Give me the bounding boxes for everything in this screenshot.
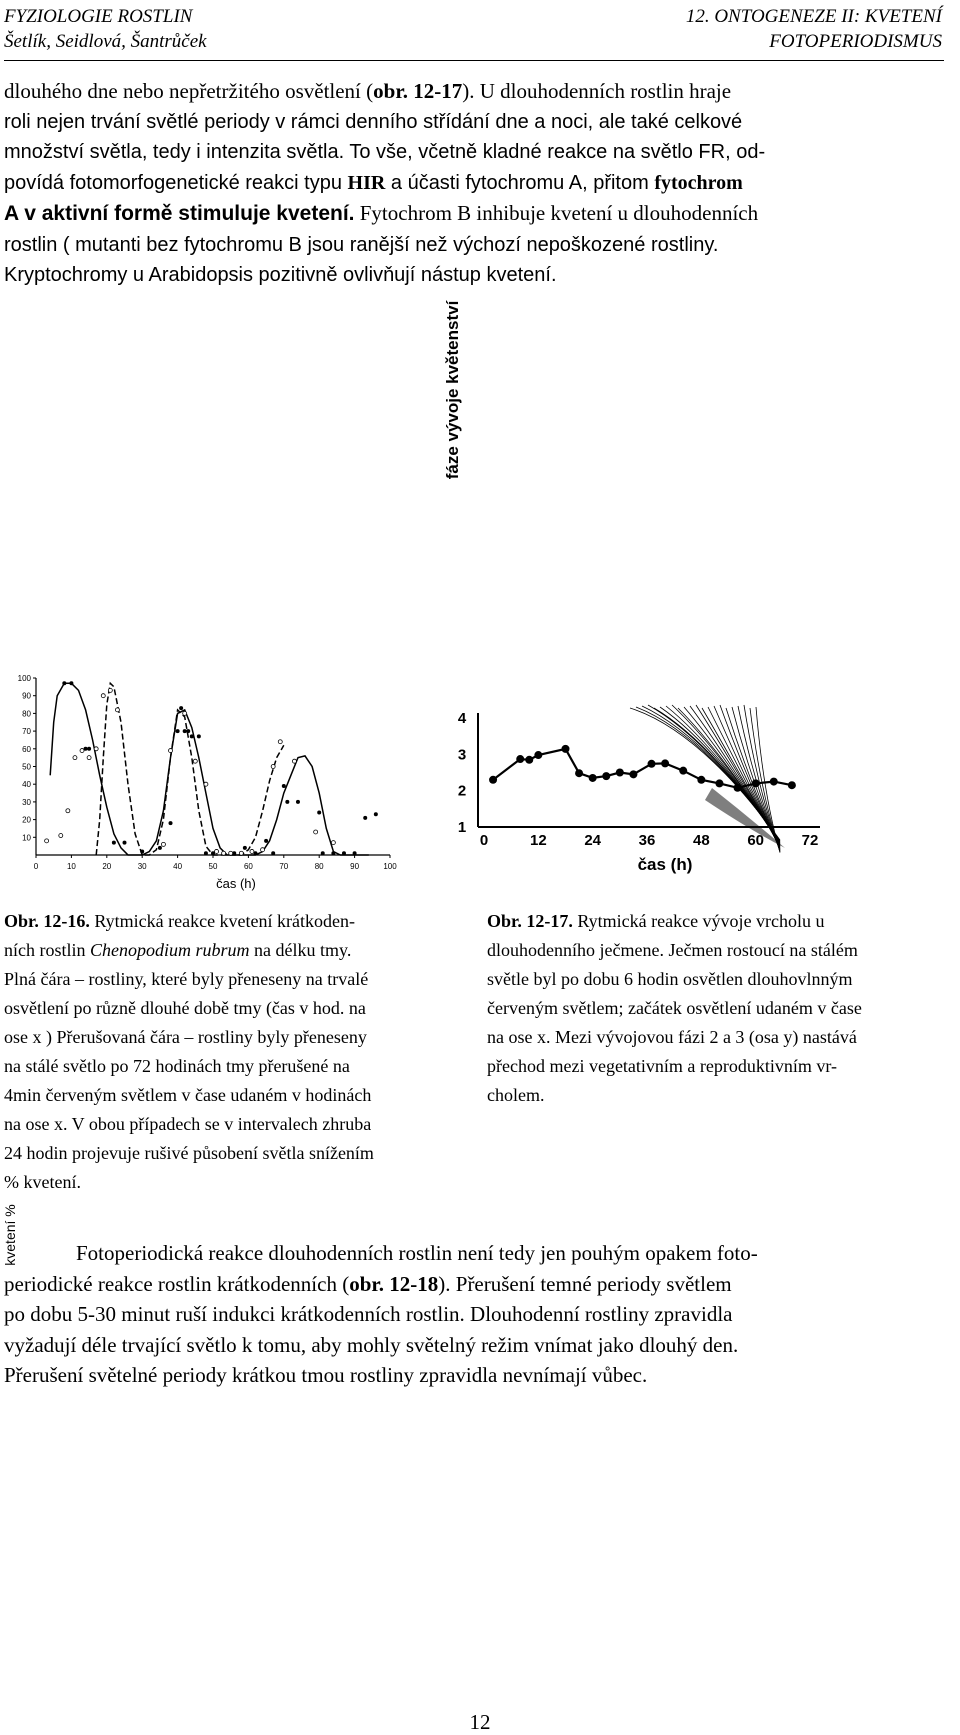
data-point xyxy=(661,759,669,767)
text-line: po dobu 5-30 minut ruší indukci krátkodenních rostlin. Dlouhodenní rostliny zpravidla xyxy=(4,1302,733,1326)
data-point xyxy=(734,784,742,792)
book-title: FYZIOLOGIE ROSTLIN xyxy=(4,6,193,27)
species-name: Chenopodium rubrum xyxy=(90,940,250,960)
filled-data-point xyxy=(169,821,173,825)
page-number: 12 xyxy=(469,1710,491,1734)
y-tick-label: 3 xyxy=(457,746,467,764)
filled-data-point xyxy=(296,800,300,804)
running-header-left xyxy=(4,4,207,54)
text-line: periodické reakce rostlin krátkodenních (obr. 12-18). Přerušení temné periody světlem xyxy=(4,1271,732,1296)
body-paragraph-2 xyxy=(4,1238,940,1391)
x-tick-label: 60 xyxy=(747,832,765,849)
running-header-right xyxy=(686,4,942,54)
open-data-point xyxy=(204,782,208,786)
y-tick-label: 30 xyxy=(22,797,31,807)
text-line: A v aktivní formě stimuluje kvetení. Fytochrom B inhibuje kvetení u dlouhodenních xyxy=(4,201,759,225)
x-tick-label: 50 xyxy=(208,862,218,871)
x-tick-label: 60 xyxy=(243,862,253,871)
awn-line xyxy=(690,706,780,846)
open-data-point xyxy=(66,809,70,813)
awn-line xyxy=(654,708,780,842)
open-data-point xyxy=(271,765,275,769)
y-tick-label: 10 xyxy=(22,833,31,843)
data-point xyxy=(534,751,542,759)
data-point xyxy=(788,781,796,789)
filled-data-point xyxy=(204,851,208,855)
open-data-point xyxy=(115,708,119,712)
filled-data-point xyxy=(176,729,180,733)
data-point xyxy=(697,776,705,784)
open-data-point xyxy=(215,849,219,853)
text-line: dlouhého dne nebo nepřetržitého osvětlení (obr. 12-17). U dlouhodenních rostlin hraje xyxy=(4,79,732,103)
y-tick-label: 2 xyxy=(457,782,467,800)
text-line: Přerušení světelné periody krátkou tmou rostliny zpravidla nevnímají vůbec. xyxy=(4,1363,648,1387)
open-data-point xyxy=(278,740,282,744)
filled-data-point xyxy=(243,846,247,850)
filled-data-point xyxy=(363,816,367,820)
emphasis: A v aktivní formě stimuluje kvetení. xyxy=(4,202,355,225)
figure-12-17-caption: Obr. 12-17. Rytmická reakce vývoje vrcholu u dlouhodenního ječmene. Ječmen rostoucí na stálém světle byl po dobu 6 hodin osvětlen dlouhovlnným červeným světlem; začátek osvětlení udaném v čase na ose x. Mezi vývojovou fázi 2 a 3 (osa y) nastává přechod mezi vegetativním a reproduktivním vr- cholem. xyxy=(487,911,862,1105)
caption-label: Obr. 12-16. xyxy=(4,911,90,931)
text-line: povídá fotomorfogenetické reakci typu HIR a účasti fytochromu A, přitom fytochrom xyxy=(4,171,743,194)
ear-body xyxy=(705,788,785,848)
x-tick-label: 30 xyxy=(137,862,147,871)
open-data-point xyxy=(108,688,112,692)
y-tick-label: 1 xyxy=(457,819,467,836)
filled-data-point xyxy=(179,706,183,710)
filled-data-point xyxy=(87,747,91,751)
x-tick-label: 72 xyxy=(801,832,819,849)
open-data-point xyxy=(73,756,77,760)
x-tick-label: 12 xyxy=(529,832,547,849)
y-tick-label: 100 xyxy=(17,674,31,683)
y-tick-label: 20 xyxy=(22,815,31,825)
awn-line xyxy=(660,707,780,843)
open-data-point xyxy=(314,830,318,834)
filled-data-point xyxy=(317,811,321,815)
open-data-point xyxy=(222,851,226,855)
header-rule xyxy=(4,60,944,61)
open-data-point xyxy=(250,849,254,853)
filled-data-point xyxy=(271,851,275,855)
open-data-point xyxy=(169,749,173,753)
figure-12-17-chart xyxy=(443,300,950,890)
body-paragraph-1 xyxy=(4,76,940,291)
x-tick-label: 10 xyxy=(66,862,76,871)
open-data-point xyxy=(101,694,105,698)
filled-data-point xyxy=(282,784,286,788)
filled-data-point xyxy=(186,729,190,733)
data-point xyxy=(602,772,610,780)
data-point xyxy=(629,770,637,778)
y-tick-label: 50 xyxy=(22,762,31,772)
open-data-point xyxy=(292,759,296,763)
data-point xyxy=(489,776,497,784)
open-data-point xyxy=(87,756,91,760)
data-point xyxy=(516,755,524,763)
x-tick-label: 90 xyxy=(350,862,360,871)
x-axis-label: čas (h) xyxy=(216,876,256,891)
x-tick-label: 48 xyxy=(692,832,710,849)
filled-data-point xyxy=(374,812,378,816)
y-axis-label: fáze vývoje květenství xyxy=(443,300,462,480)
x-tick-label: 40 xyxy=(173,862,183,871)
filled-data-point xyxy=(264,839,268,843)
filled-data-point xyxy=(158,846,162,850)
text-line: vyžadují déle trvající světlo k tomu, aby mohly světelný režim vnímat jako dlouhý den. xyxy=(4,1332,739,1357)
y-axis-label: kvetení % xyxy=(2,1204,18,1266)
open-data-point xyxy=(331,841,335,845)
awn-line xyxy=(636,707,780,841)
x-tick-label: 20 xyxy=(102,862,112,871)
caption-label: Obr. 12-17. xyxy=(487,911,573,931)
figure-reference: obr. 12-17 xyxy=(373,79,463,103)
filled-data-point xyxy=(183,729,187,733)
filled-data-point xyxy=(69,681,73,685)
data-point xyxy=(715,779,723,787)
text-line: Kryptochromy u Arabidopsis pozitivně ovlivňují nástup kvetení. xyxy=(4,264,557,286)
open-data-point xyxy=(229,851,233,855)
y-tick-label: 90 xyxy=(22,691,31,701)
text-line: rostlin ( mutanti bez fytochromu B jsou ranější než výchozí nepoškozené rostliny. xyxy=(4,233,719,256)
open-data-point xyxy=(80,749,84,753)
data-point xyxy=(589,774,597,782)
open-data-point xyxy=(59,834,63,838)
data-point xyxy=(616,769,624,777)
x-tick-label: 36 xyxy=(638,832,656,849)
y-tick-label: 4 xyxy=(457,710,467,727)
text-line: roli nejen trvání světlé periody v rámci denního střídání dne a noci, ale také celkové xyxy=(4,110,743,133)
filled-data-point xyxy=(285,800,289,804)
data-point xyxy=(648,760,656,768)
x-tick-label: 80 xyxy=(314,862,324,871)
filled-data-point xyxy=(342,851,346,855)
awn-line xyxy=(642,706,780,841)
term-hir: HIR xyxy=(347,171,386,194)
filled-data-point xyxy=(331,851,335,855)
text-line: Fotoperiodická reakce dlouhodenních rostlin není tedy jen pouhým opakem foto- xyxy=(76,1241,758,1265)
x-tick-label: 70 xyxy=(279,862,289,871)
open-data-point xyxy=(94,747,98,751)
x-tick-label: 100 xyxy=(383,862,397,871)
filled-data-point xyxy=(140,849,144,853)
data-point xyxy=(770,778,778,786)
y-tick-label: 70 xyxy=(22,727,31,737)
filled-data-point xyxy=(112,841,116,845)
term-fytochrom: fytochrom xyxy=(654,171,743,194)
authors: Šetlík, Seidlová, Šantrůček xyxy=(4,31,207,52)
y-tick-label: 60 xyxy=(22,744,31,754)
data-point xyxy=(679,767,687,775)
text-line: množství světla, tedy i intenzita světla. To vše, včetně kladné reakce na světlo FR, od- xyxy=(4,141,766,163)
data-point xyxy=(752,779,760,787)
figure-12-16-caption: Obr. 12-16. Rytmická reakce kvetení krátkoden- ních rostlin Chenopodium rubrum na délku tmy. Plná čára – rostliny, které byly přeneseny na trvalé osvětlení po různě dlouhé době tmy (čas v hod. na ose x ) Přerušovaná čára – rostliny byly přeneseny na stálé světlo po 72 hodinách tmy přerušené na 4min červeným světlem v čase udaném v hodinách na ose x. V obou případech se v intervalech zhruba 24 hodin projevuje rušivé působení světla snížením % kvetení. xyxy=(4,911,374,1192)
filled-data-point xyxy=(190,734,194,738)
data-point xyxy=(525,756,533,764)
open-data-point xyxy=(239,851,243,855)
open-data-point xyxy=(45,839,49,843)
data-point xyxy=(562,745,570,753)
x-tick-label: 0 xyxy=(33,862,39,871)
open-data-point xyxy=(193,759,197,763)
open-data-point xyxy=(183,711,187,715)
chapter-title: 12. ONTOGENEZE II: KVETENÍ xyxy=(685,6,942,27)
barley-ear-illustration xyxy=(630,705,785,853)
filled-data-point xyxy=(123,841,127,845)
x-tick-label: 24 xyxy=(584,832,602,849)
figure-reference: obr. 12-18 xyxy=(349,1271,439,1296)
y-tick-label: 40 xyxy=(22,780,31,790)
chapter-subtitle: FOTOPERIODISMUS xyxy=(769,31,942,52)
y-tick-label: 80 xyxy=(22,709,31,719)
filled-data-point xyxy=(321,851,325,855)
filled-data-point xyxy=(353,851,357,855)
x-axis-label: čas (h) xyxy=(637,855,693,874)
filled-data-point xyxy=(62,681,66,685)
filled-data-point xyxy=(197,734,201,738)
solid-series-line xyxy=(50,683,369,855)
open-data-point xyxy=(161,842,165,846)
open-data-point xyxy=(261,848,265,852)
x-tick-label: 0 xyxy=(479,832,489,849)
dashed-series-line xyxy=(96,683,284,855)
data-point xyxy=(575,769,583,777)
